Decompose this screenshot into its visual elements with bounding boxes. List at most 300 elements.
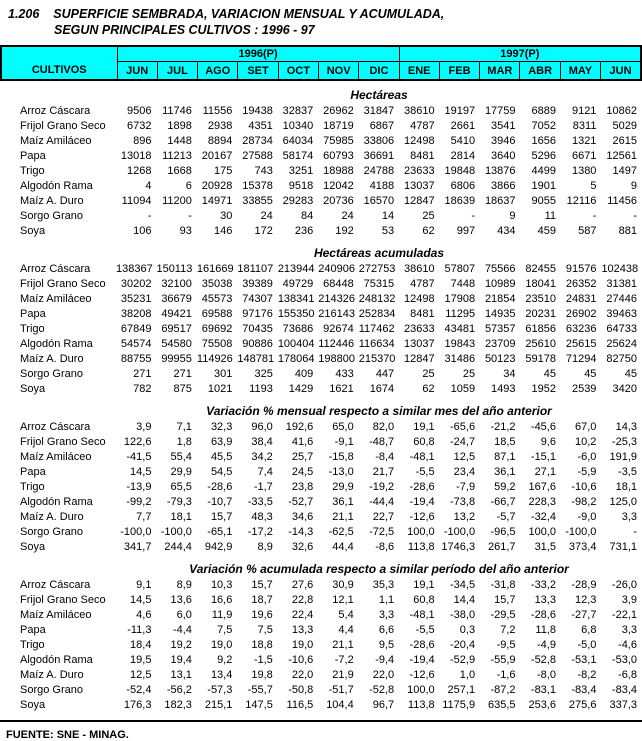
value-cell: 11213 (162, 150, 192, 162)
value-cell: 1429 (288, 383, 314, 395)
value-cell: -52,8 (530, 654, 556, 666)
crop-label: Soya (20, 383, 46, 395)
crop-label: Algodón Rama (20, 496, 93, 508)
value-cell: 99955 (161, 353, 192, 365)
value-cell: 18,1 (170, 511, 192, 523)
value-cell: 11 (544, 210, 556, 222)
value-cell: -5,9 (577, 466, 597, 478)
value-cell: 27,1 (534, 466, 556, 478)
value-cell: 63236 (565, 323, 597, 335)
value-cell: 7448 (450, 278, 476, 290)
value-cell: 1448 (167, 135, 192, 147)
value-cell: 192,6 (285, 421, 314, 433)
crop-label: Soya (20, 541, 46, 553)
value-cell: 2615 (612, 135, 637, 147)
value-cell: - (147, 210, 152, 222)
month-header: DIC (359, 62, 399, 81)
value-cell: 20167 (201, 150, 233, 162)
value-cell: 9055 (531, 195, 556, 207)
value-cell: 18,1 (615, 481, 637, 493)
value-cell: 75508 (201, 338, 233, 350)
value-cell: -83,4 (611, 684, 637, 696)
crop-label: Arroz Cáscara (20, 421, 91, 433)
value-cell: -9,4 (375, 654, 395, 666)
crop-label: Papa (20, 466, 46, 478)
value-cell: 36679 (161, 293, 192, 305)
month-header: ENE (399, 62, 439, 81)
value-cell: 9,6 (540, 436, 556, 448)
value-cell: 240906 (318, 263, 355, 275)
value-cell: -15,8 (328, 451, 354, 463)
value-cell: 942,9 (204, 541, 233, 553)
value-cell: 24 (341, 210, 354, 222)
value-cell: 337,3 (609, 699, 637, 711)
value-cell: -57,3 (207, 684, 233, 696)
value-cell: 33806 (363, 135, 395, 147)
value-cell: 31486 (444, 353, 476, 365)
value-cell: 12847 (404, 353, 435, 365)
value-cell: 9,2 (217, 654, 233, 666)
value-cell: 62 (422, 383, 435, 395)
value-cell: 4499 (531, 165, 556, 177)
value-cell: 19848 (444, 165, 476, 177)
value-cell: 18,5 (494, 436, 516, 448)
value-cell: 3,3 (621, 624, 637, 636)
value-cell: 14,5 (130, 466, 152, 478)
value-cell: 23510 (525, 293, 556, 305)
crop-label: Trigo (20, 639, 45, 651)
value-cell: 22,4 (291, 609, 314, 621)
value-cell: 325 (254, 368, 273, 380)
value-cell: 3251 (288, 165, 314, 177)
value-cell: 1321 (571, 135, 597, 147)
value-cell: -28,6 (409, 481, 435, 493)
value-cell: 272753 (358, 263, 396, 275)
value-cell: -27,7 (571, 609, 597, 621)
value-cell: -4,4 (172, 624, 192, 636)
value-cell: 4787 (410, 120, 435, 132)
value-cell: 26352 (565, 278, 597, 290)
value-cell: 19197 (444, 105, 476, 117)
value-cell: 28734 (242, 135, 273, 147)
value-cell: 875 (173, 383, 192, 395)
crop-label: Frijol Grano Seco (20, 594, 106, 606)
value-cell: 102438 (601, 263, 639, 275)
value-cell: 29,9 (332, 481, 354, 493)
value-cell: 22,0 (372, 669, 395, 681)
value-cell: -12,6 (409, 511, 435, 523)
value-cell: 75566 (484, 263, 516, 275)
value-cell: 198800 (318, 353, 355, 365)
value-cell: 12,5 (453, 451, 476, 463)
value-cell: 18639 (444, 195, 476, 207)
value-cell: 5,4 (338, 609, 354, 621)
value-cell: 182,3 (164, 699, 192, 711)
value-cell: 192 (335, 225, 354, 237)
value-cell: 181107 (237, 263, 274, 275)
value-cell: 214326 (318, 293, 355, 305)
value-cell: 2938 (207, 120, 233, 132)
month-header: MAR (480, 62, 520, 81)
value-cell: 5296 (531, 150, 556, 162)
value-cell: -48,1 (409, 451, 435, 463)
value-cell: 88755 (120, 353, 152, 365)
value-cell: -100,0 (565, 526, 597, 538)
value-cell: -1,5 (253, 654, 273, 666)
value-cell: -79,3 (166, 496, 192, 508)
value-cell: 100,0 (407, 526, 435, 538)
value-cell: -65,6 (450, 421, 476, 433)
value-cell: -7,9 (456, 481, 476, 493)
value-cell: 84 (301, 210, 314, 222)
section-title: Hectáreas (350, 88, 408, 102)
value-cell: -66,7 (490, 496, 516, 508)
value-cell: -96,5 (490, 526, 516, 538)
crop-label: Algodón Rama (20, 338, 93, 350)
value-cell: 25624 (606, 338, 637, 350)
value-cell: -10,6 (288, 654, 314, 666)
value-cell: -52,8 (369, 684, 395, 696)
value-cell: 24831 (565, 293, 597, 305)
value-cell: 32,6 (291, 541, 314, 553)
value-cell: 253,6 (528, 699, 556, 711)
value-cell: 433 (335, 368, 354, 380)
value-cell: 896 (133, 135, 152, 147)
value-cell: 32837 (282, 105, 314, 117)
value-cell: 14 (381, 210, 395, 222)
value-cell: 2814 (450, 150, 476, 162)
value-cell: 18988 (323, 165, 354, 177)
value-cell: 8894 (207, 135, 233, 147)
value-cell: -52,7 (288, 496, 314, 508)
value-cell: 19438 (242, 105, 273, 117)
value-cell: -99,2 (126, 496, 152, 508)
crop-row (0, 367, 642, 382)
value-cell: 65,0 (332, 421, 354, 433)
value-cell: -1,7 (253, 481, 273, 493)
crop-row (0, 209, 642, 224)
value-cell: 13037 (404, 338, 435, 350)
value-cell: 18,7 (251, 594, 273, 606)
value-cell: 13,3 (534, 594, 556, 606)
value-cell: 18,4 (130, 639, 152, 651)
value-cell: 1656 (531, 135, 556, 147)
value-cell: 93 (179, 225, 192, 237)
value-cell: 96,7 (372, 699, 395, 711)
value-cell: 6,6 (378, 624, 395, 636)
value-cell: 9 (630, 180, 637, 192)
value-cell: 8481 (410, 150, 435, 162)
value-cell: -44,4 (369, 496, 395, 508)
crop-row (0, 224, 642, 239)
value-cell: 21,1 (332, 639, 354, 651)
value-cell: 35038 (201, 278, 233, 290)
value-cell: 14,3 (615, 421, 637, 433)
month-header: OCT (278, 62, 318, 81)
value-cell: 19,0 (291, 639, 314, 651)
section-title-row (0, 239, 642, 262)
value-cell: 138341 (277, 293, 315, 305)
value-cell: 60,8 (413, 436, 435, 448)
value-cell: 18719 (323, 120, 354, 132)
value-cell: 92674 (323, 323, 354, 335)
value-cell: 5 (590, 180, 597, 192)
crop-row (0, 638, 642, 653)
crop-label: Sorgo Grano (20, 368, 83, 380)
value-cell: 59,2 (494, 481, 516, 493)
month-header: SET (238, 62, 278, 81)
value-cell: -12,6 (409, 669, 435, 681)
crop-label: Sorgo Grano (20, 210, 83, 222)
crop-row (0, 668, 642, 683)
value-cell: 27446 (606, 293, 637, 305)
value-cell: 54,5 (210, 466, 233, 478)
value-cell: -50,8 (288, 684, 314, 696)
value-cell: -100,0 (443, 526, 476, 538)
value-cell: 11,9 (211, 609, 233, 621)
value-cell: 17908 (444, 293, 476, 305)
value-cell: 82,0 (372, 421, 395, 433)
crop-label: Frijol Grano Seco (20, 120, 106, 132)
year-1996-header: 1996(P) (117, 46, 399, 62)
value-cell: 41,6 (291, 436, 314, 448)
year-1997-header: 1997(P) (399, 46, 641, 62)
value-cell: 3640 (491, 150, 516, 162)
value-cell: -1,6 (496, 669, 516, 681)
value-cell: 8,9 (257, 541, 273, 553)
section-title-row (0, 397, 642, 420)
value-cell: -20,4 (450, 639, 476, 651)
value-cell: 49421 (161, 308, 192, 320)
value-cell: 12042 (323, 180, 354, 192)
value-cell: 12498 (404, 293, 435, 305)
value-cell: -9,0 (577, 511, 597, 523)
value-cell: 236 (294, 225, 314, 237)
value-cell: -5,0 (577, 639, 597, 651)
value-cell: 13,4 (210, 669, 233, 681)
table-body (0, 81, 642, 713)
value-cell: 19,2 (170, 639, 192, 651)
value-cell: -83,1 (530, 684, 556, 696)
value-cell: 69692 (201, 323, 233, 335)
crop-label: Maíz Amiláceo (20, 451, 92, 463)
value-cell: -55,9 (490, 654, 516, 666)
value-cell: -11,3 (127, 624, 152, 636)
value-cell: 178064 (277, 353, 315, 365)
value-cell: 19,1 (413, 421, 435, 433)
value-cell: 13037 (404, 180, 435, 192)
value-cell: 138367 (116, 263, 153, 275)
value-cell: -53,1 (571, 654, 597, 666)
value-cell: -38,0 (450, 609, 476, 621)
value-cell: -19,4 (409, 496, 435, 508)
value-cell: 19,5 (130, 654, 152, 666)
crop-row (0, 119, 642, 134)
value-cell: 25615 (565, 338, 597, 350)
value-cell: 635,5 (488, 699, 516, 711)
value-cell: 228,3 (528, 496, 556, 508)
value-cell: 24788 (363, 165, 395, 177)
section-title: Variación % acumulada respecto a similar período del año anterior (189, 562, 569, 576)
value-cell: -5,5 (415, 624, 435, 636)
value-cell: 30 (220, 210, 233, 222)
month-header: FEB (439, 62, 479, 81)
value-cell: 731,1 (609, 541, 637, 553)
value-cell: 19,4 (170, 654, 192, 666)
value-cell: -33,2 (530, 579, 556, 591)
value-cell: 1059 (450, 383, 476, 395)
crop-row (0, 104, 642, 119)
value-cell: -52,4 (126, 684, 152, 696)
value-cell: 147,5 (245, 699, 273, 711)
crop-label: Maíz A. Duro (20, 353, 84, 365)
value-cell: 31847 (363, 105, 395, 117)
value-cell: 1668 (167, 165, 192, 177)
value-cell: 70435 (242, 323, 273, 335)
month-header: JUN (601, 62, 641, 81)
crop-label: Maíz Amiláceo (20, 609, 92, 621)
value-cell: -17,2 (247, 526, 273, 538)
value-cell: 23,4 (453, 466, 476, 478)
crop-label: Maíz Amiláceo (20, 293, 92, 305)
value-cell: 341,7 (123, 541, 152, 553)
value-cell: 11094 (121, 195, 152, 207)
value-cell: 69517 (161, 323, 192, 335)
value-cell: 117462 (358, 323, 395, 335)
value-cell: 22,8 (291, 594, 314, 606)
crop-row (0, 450, 642, 465)
value-cell: -28,6 (530, 609, 556, 621)
value-cell: 29283 (282, 195, 314, 207)
value-cell: 54580 (161, 338, 192, 350)
value-cell: 24,5 (291, 466, 314, 478)
value-cell: 997 (456, 225, 476, 237)
value-cell: 68448 (323, 278, 354, 290)
value-cell: 11295 (445, 308, 476, 320)
value-cell: 15,7 (494, 594, 516, 606)
value-cell: 97176 (242, 308, 273, 320)
value-cell: 8311 (572, 120, 597, 132)
value-cell: 60793 (323, 150, 354, 162)
value-cell: -25,3 (611, 436, 637, 448)
table-header (0, 45, 642, 81)
value-cell: 4,6 (136, 609, 152, 621)
value-cell: 9,1 (136, 579, 152, 591)
crop-label: Algodón Rama (20, 654, 93, 666)
value-cell: 176,3 (123, 699, 152, 711)
value-cell: 7,4 (257, 466, 273, 478)
value-cell: 6,0 (176, 609, 192, 621)
value-cell: 1621 (329, 383, 354, 395)
value-cell: 31,5 (534, 541, 556, 553)
value-cell: 25 (462, 368, 476, 380)
crop-label: Arroz Cáscara (20, 105, 91, 117)
value-cell: 71294 (565, 353, 597, 365)
value-cell: 38610 (404, 263, 435, 275)
value-cell: 1380 (571, 165, 597, 177)
cultivos-header: CULTIVOS (1, 46, 117, 80)
value-cell: 23,8 (291, 481, 314, 493)
value-cell: 213944 (277, 263, 315, 275)
month-header: NOV (318, 62, 358, 81)
crop-label: Soya (20, 699, 46, 711)
crop-label: Frijol Grano Seco (20, 436, 106, 448)
value-cell: 24 (260, 210, 273, 222)
crop-row (0, 352, 642, 367)
month-header: JUN (117, 62, 157, 81)
value-cell: -83,4 (571, 684, 597, 696)
crop-row (0, 322, 642, 337)
value-cell: -7,2 (334, 654, 354, 666)
value-cell: 148781 (237, 353, 275, 365)
value-cell: 38,4 (251, 436, 273, 448)
crop-row (0, 337, 642, 352)
value-cell: 67,0 (575, 421, 597, 433)
crop-row (0, 277, 642, 292)
value-cell: 6889 (531, 105, 556, 117)
value-cell: 27588 (242, 150, 273, 162)
value-cell: 100,0 (407, 684, 435, 696)
value-cell: 155350 (277, 308, 315, 320)
value-cell: -56,2 (166, 684, 192, 696)
value-cell: 9,5 (378, 639, 395, 651)
value-cell: 14,5 (130, 594, 152, 606)
crop-label: Maíz Amiláceo (20, 135, 92, 147)
month-header: ABR (520, 62, 560, 81)
value-cell: 4787 (410, 278, 435, 290)
crop-row (0, 593, 642, 608)
data-table (0, 81, 642, 713)
value-cell: -51,7 (328, 684, 354, 696)
value-cell: 14,4 (453, 594, 476, 606)
value-cell: 1,8 (176, 436, 192, 448)
value-cell: 17759 (484, 105, 516, 117)
value-cell: 113,8 (407, 541, 435, 553)
value-cell: 8,9 (176, 579, 192, 591)
value-cell: 20736 (323, 195, 354, 207)
value-cell: 45573 (201, 293, 233, 305)
crop-label: Algodón Rama (20, 180, 93, 192)
value-cell: 32,3 (210, 421, 233, 433)
value-cell: 9506 (126, 105, 152, 117)
value-cell: 7,2 (500, 624, 516, 636)
value-cell: 82750 (606, 353, 637, 365)
value-cell: 45 (584, 368, 597, 380)
value-cell: 21854 (484, 293, 516, 305)
value-cell: 82455 (525, 263, 556, 275)
source-note: FUENTE: SNE - MINAG. (6, 729, 129, 741)
value-cell: 1268 (126, 165, 152, 177)
value-cell: 3541 (491, 120, 516, 132)
value-cell: 3,3 (378, 609, 395, 621)
crop-label: Trigo (20, 323, 45, 335)
value-cell: 35,3 (372, 579, 395, 591)
value-cell: 150113 (156, 263, 193, 275)
value-cell: 20231 (525, 308, 556, 320)
value-cell: -55,7 (247, 684, 273, 696)
value-cell: -19,2 (369, 481, 395, 493)
value-cell: 65,5 (170, 481, 192, 493)
value-cell: 3,3 (621, 511, 637, 523)
value-cell: 64034 (282, 135, 314, 147)
value-cell: 4,4 (338, 624, 354, 636)
value-cell: 36,1 (494, 466, 516, 478)
value-cell: 74307 (242, 293, 273, 305)
value-cell: 6867 (369, 120, 395, 132)
value-cell: 45 (543, 368, 556, 380)
value-cell: 1901 (531, 180, 556, 192)
value-cell: 38610 (404, 105, 435, 117)
